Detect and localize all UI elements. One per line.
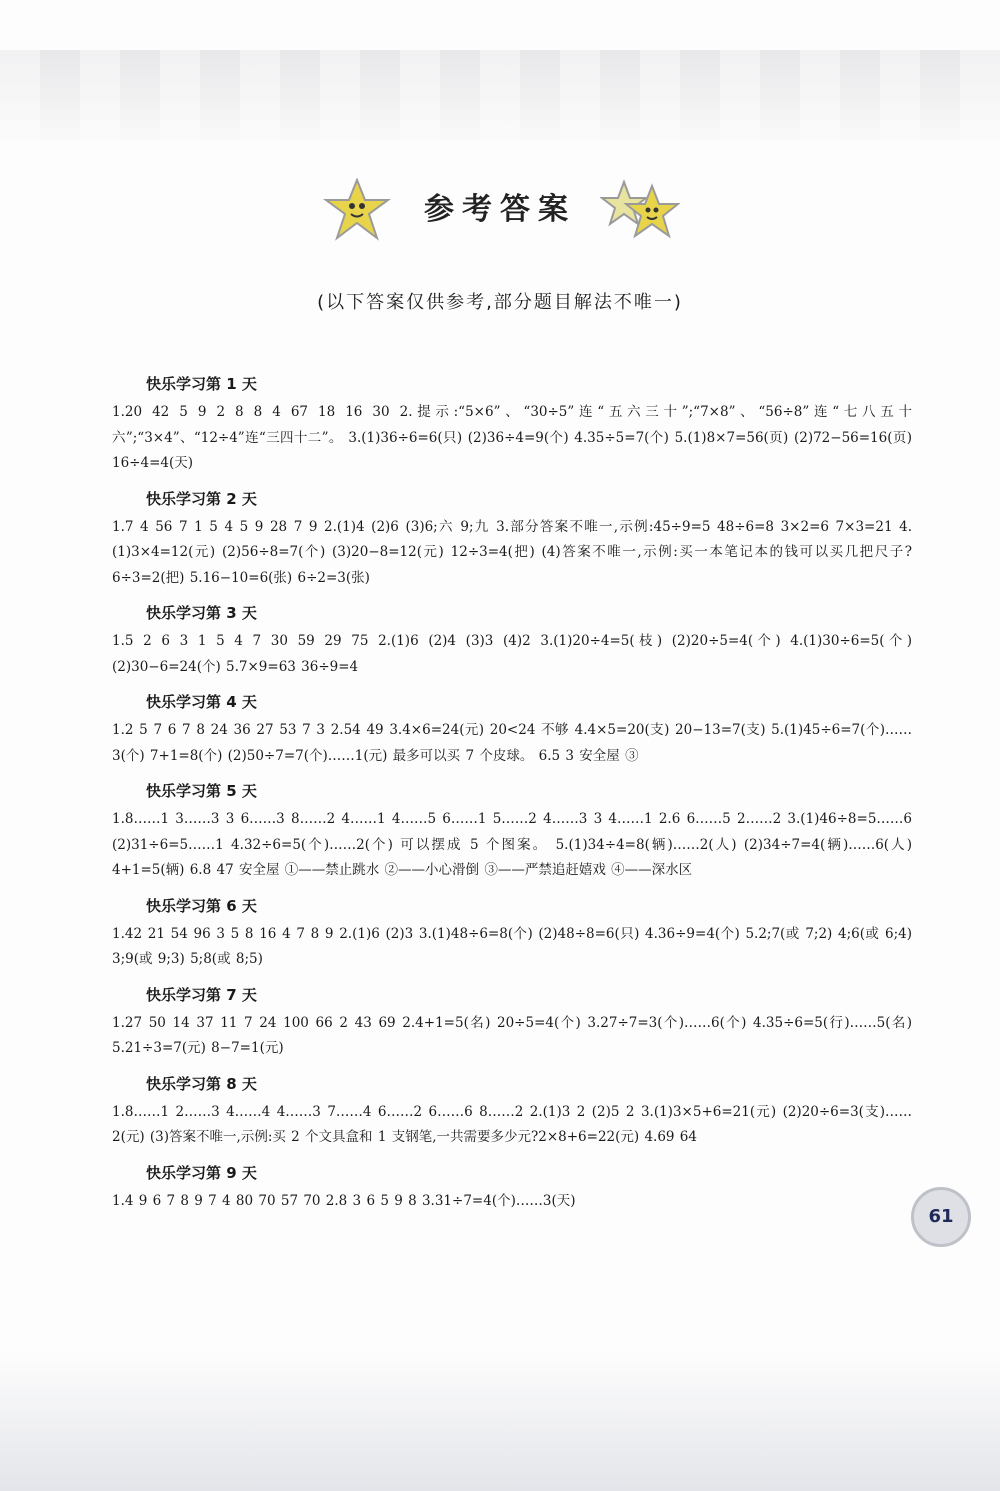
day-answer: 1.7 4 56 7 1 5 4 5 9 28 7 9 2.(1)4 (2)6 (3)6;六 9;九 3.部分答案不唯一,示例:45÷9=5 48÷6=8 3×2=6 7×3=21 4.(1)3×4=12(元) (2)56÷8=7(个) (3)20−8=12(元) 12÷3=4(把) (4)答案不唯一,示例:买一本笔记本的钱可以买几把尺子?6÷3=2(把) 5.16−10=6(张) 6÷2=3(张)	[112, 518, 912, 586]
day-title: 快乐学习第 5 天	[146, 782, 257, 800]
day-title: 快乐学习第 3 天	[146, 604, 257, 622]
day-title: 快乐学习第 2 天	[146, 489, 257, 508]
day-title: 快乐学习第 1 天	[146, 375, 257, 393]
day-section	[112, 686, 912, 769]
top-band-fade	[0, 50, 1000, 160]
day-title: 快乐学习第 8 天	[146, 1074, 257, 1093]
page-number-badge: 61	[911, 1187, 971, 1247]
day-title: 快乐学习第 7 天	[146, 985, 257, 1004]
day-answer: 1.20 42 5 9 2 8 8 4 67 18 16 30 2.提示:“5×6”、“30÷5”连“五六三十”;“7×8”、“56÷8”连“七八五十六”;“3×4”、“12÷4”连“三四十二”。 3.(1)36÷6=6(只) (2)36÷4=9(个) 4.35÷5=7(个) 5.(1)8×7=56(页) (2)72−56=16(页) 16÷4=4(天)	[112, 404, 912, 471]
subtitle-note: (以下答案仅供参考,部分题目解法不唯一)	[317, 292, 683, 313]
starfish-right-icon	[600, 178, 680, 242]
day-section	[112, 979, 912, 1062]
answer-list	[112, 368, 912, 1220]
bottom-decorative-band	[0, 1350, 1000, 1491]
day-answer: 1.8……1 3……3 3 6……3 8……2 4……1 4……5 6……1 5……2 4……3 3 4……1 2.6 6……5 2……2 3.(1)46÷8=5……6 (2)31÷6=5……1 4.32÷6=5(个)……2(个) 可以摆成 5 个图案。 5.(1)34÷4=8(辆)……2(人) (2)34÷7=4(辆)……6(人) 4+1=5(辆) 6.8 47 安全屋 ①——禁止跳水 ②——小心滑倒 ③——严禁追赶嬉戏 ④——深水区	[112, 811, 912, 878]
day-section	[112, 483, 912, 592]
day-answer: 1.42 21 54 96 3 5 8 16 4 7 8 9 2.(1)6 (2)3 3.(1)48÷6=8(个) (2)48÷8=6(只) 4.36÷9=4(个) 5.2;7(或 7;2) 4;6(或 6;4) 3;9(或 9;3) 5;8(或 8;5)	[112, 925, 912, 967]
day-section	[112, 890, 912, 973]
day-section	[112, 1068, 912, 1151]
day-answer: 1.2 5 7 6 7 8 24 36 27 53 7 3 2.54 49 3.4×6=24(元) 20<24 不够 4.4×5=20(支) 20−13=7(支) 5.(1)45÷6=7(个)……3(个) 7+1=8(个) (2)50÷7=7(个)……1(元) 最多可以买 7 个皮球。 6.5 3 安全屋 ③	[112, 722, 912, 764]
day-section	[112, 368, 912, 477]
day-answer: 1.27 50 14 37 11 7 24 100 66 2 43 69 2.4+1=5(名) 20÷5=4(个) 3.27÷7=3(个)……6(个) 4.35÷6=5(行)……5(名) 5.21÷3=7(元) 8−7=1(元)	[112, 1014, 912, 1056]
title-area	[0, 180, 1000, 250]
day-title: 快乐学习第 4 天	[146, 693, 257, 711]
day-title: 快乐学习第 6 天	[146, 896, 257, 915]
day-answer: 1.5 2 6 3 1 5 4 7 30 59 29 75 2.(1)6 (2)4 (3)3 (4)2 3.(1)20÷4=5(枝) (2)20÷5=4(个) 4.(1)30÷6=5(个) (2)30−6=24(个) 5.7×9=63 36÷9=4	[112, 633, 912, 675]
day-title: 快乐学习第 9 天	[146, 1163, 257, 1182]
day-section	[112, 775, 912, 884]
day-answer: 1.4 9 6 7 8 9 7 4 80 70 57 70 2.8 3 6 5 9 8 3.31÷7=4(个)……3(天)	[112, 1192, 576, 1209]
page-title: 参考答案	[424, 192, 576, 227]
day-section	[112, 597, 912, 680]
day-section	[112, 1157, 912, 1215]
day-answer: 1.8……1 2……3 4……4 4……3 7……4 6……2 6……6 8……2 2.(1)3 2 (2)5 2 3.(1)3×5+6=21(元) (2)20÷6=3(支)……2(元) (3)答案不唯一,示例:买 2 个文具盒和 1 支钢笔,一共需要多少元?2×8+6=22(元) 4.69 64	[112, 1103, 912, 1145]
